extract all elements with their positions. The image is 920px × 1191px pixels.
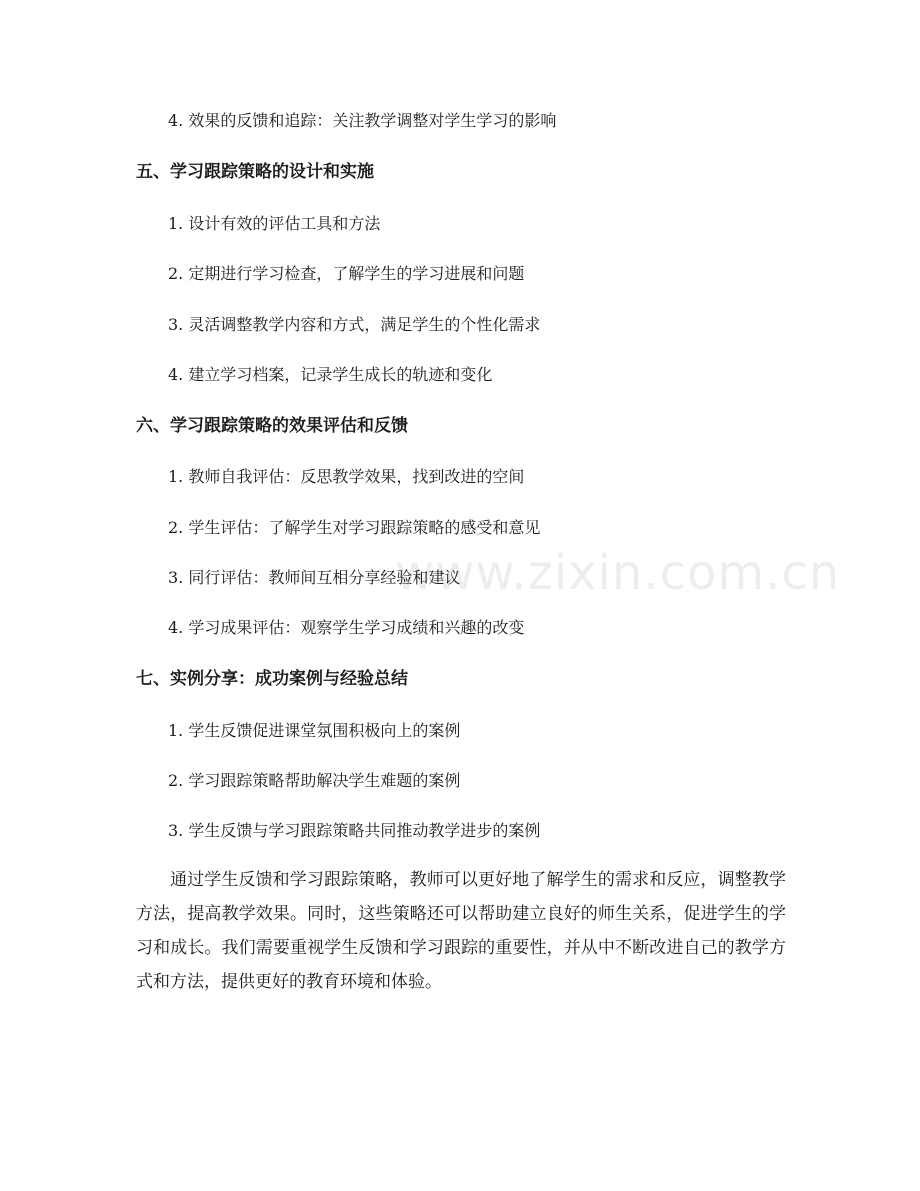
list-item: 2. 学习跟踪策略帮助解决学生难题的案例: [168, 771, 461, 790]
list-item: 4. 效果的反馈和追踪：关注教学调整对学生学习的影响: [168, 111, 557, 130]
section-heading: 六、学习跟踪策略的效果评估和反馈: [136, 416, 408, 436]
list-item: 3. 同行评估：教师间互相分享经验和建议: [168, 568, 461, 587]
list-item: 4. 学习成果评估：观察学生学习成绩和兴趣的改变: [168, 618, 525, 637]
list-item: 1. 学生反馈促进课堂氛围积极向上的案例: [168, 721, 461, 740]
section-heading: 五、学习跟踪策略的设计和实施: [136, 162, 374, 182]
list-item: 1. 教师自我评估：反思教学效果，找到改进的空间: [168, 467, 525, 486]
list-item: 2. 学生评估：了解学生对学习跟踪策略的感受和意见: [168, 518, 541, 537]
list-item: 4. 建立学习档案，记录学生成长的轨迹和变化: [168, 365, 493, 384]
list-item: 2. 定期进行学习检查，了解学生的学习进展和问题: [168, 264, 525, 283]
section-heading: 七、实例分享：成功案例与经验总结: [136, 669, 408, 689]
watermark-text: www.zixin.com.cn: [395, 545, 841, 601]
list-item: 3. 学生反馈与学习跟踪策略共同推动教学进步的案例: [168, 821, 541, 840]
list-item: 3. 灵活调整教学内容和方式，满足学生的个性化需求: [168, 315, 541, 334]
list-item: 1. 设计有效的评估工具和方法: [168, 214, 381, 233]
conclusion-paragraph: 通过学生反馈和学习跟踪策略，教师可以更好地了解学生的需求和反应，调整教学方法，提高教学效果。同时，这些策略还可以帮助建立良好的师生关系，促进学生的学习和成长。我们需要重视学生反馈和学习跟踪的重要性，并从中不断改进自己的教学方式和方法，提供更好的教育环境和体验。: [136, 870, 786, 992]
